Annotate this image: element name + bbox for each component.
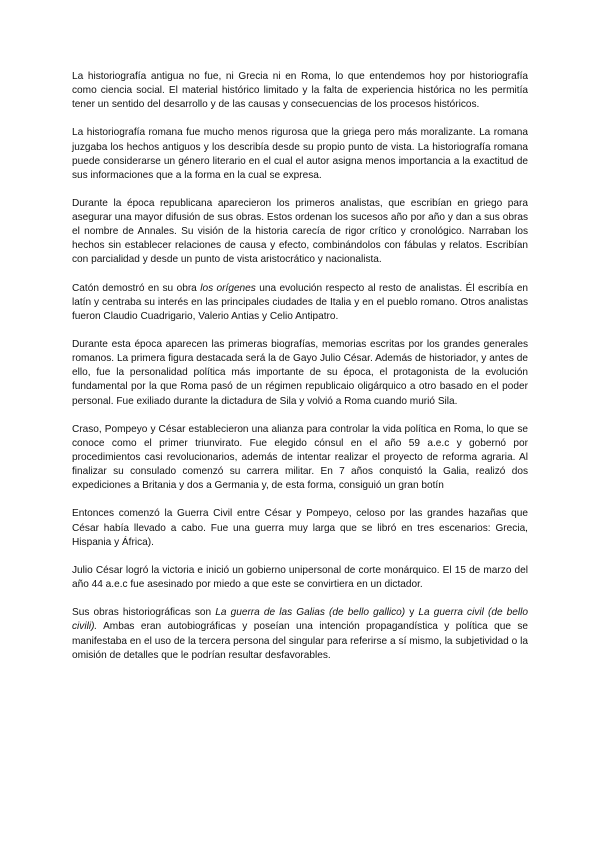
paragraph-triunvirato: Craso, Pompeyo y César establecieron una alianza para controlar la vida política en Roma, lo que se conoce como el primer triunvirato. Fue elegido cónsul en el año 59 a.e.c y gobernó por procedimientos casi revolucionarios, además de intentar realizar el proyecto de reforma agraria. Al finalizar su consulado comenzó su carrera militar. En 7 años conquistó la Galia, realizó dos expediciones a Britania y dos a Germania y, de esta forma, consiguió un gran botín	[72, 423, 528, 492]
paragraph-obras-text-middle: y	[405, 607, 419, 619]
paragraph-caton-text-start: Catón demostró en su obra	[72, 282, 201, 294]
paragraph-caton	[72, 282, 528, 324]
paragraph-obras-text-start: Sus obras historiográficas son	[72, 607, 216, 619]
work-title-los-origenes: los orígenes	[200, 282, 256, 294]
work-title-guerra-galias: La guerra de las Galias (de bello gallico)	[215, 607, 406, 619]
paragraph-obras-text-end: Ambas eran autobiográficas y poseían una intención propagandística y política que se manifestaba en el uso de la tercera persona del singular para referirse a sí mismo, la subjetividad o la omisión de detalles que le podrían resultar desfavorables.	[72, 621, 528, 661]
paragraph-obras-historiograficas	[72, 606, 528, 662]
paragraph-historiografia-romana: La historiografía romana fue mucho menos rigurosa que la griega pero más moralizante. La romana juzgaba los hechos antiguos y los describía desde su propio punto de vista. La historiografía romana puede considerarse un género literario en el cual el autor asigna menos importancia a la exactitud de sus informaciones que a la forma en la cual se expresa.	[72, 127, 528, 181]
paragraph-caton-text-end: una evolución respecto al resto de analistas. Él escribía en latín y centraba su interés en las principales ciudades de Italia y en el pueblo romano. Otros analistas fueron Claudio Cuadrigario, Valerio Antias y Celio Antipatro.	[72, 282, 528, 322]
paragraph-historiografia-antigua: La historiografía antigua no fue, ni Grecia ni en Roma, lo que entendemos hoy por historiografía como ciencia social. El material histórico limitado y la falta de experiencia histórica no les permitía tener un sentido del desarrollo y de las causas y consecuencias de los procesos históricos.	[72, 71, 528, 111]
document-body	[72, 70, 528, 663]
paragraph-gobierno-unipersonal: Julio César logró la victoria e inició un gobierno unipersonal de corte monárquico. El 15 de marzo del año 44 a.e.c fue asesinado por miedo a que este se convirtiera en un dictador.	[72, 564, 528, 591]
paragraph-epoca-republicana: Durante la época republicana aparecieron los primeros analistas, que escribían en griego para asegurar una mayor difusión de sus obras. Estos ordenan los sucesos año por año y dan a sus obras el nombre de Annales. Su visión de la historia carecía de rigor crítico y cronológico. Narraban los hechos sin establecer relaciones de causa y efecto, combinándolos con fábulas y relatos. Escribían con parcialidad y desde un punto de vista aristocrático y nacionalista.	[72, 198, 528, 266]
paragraph-guerra-civil: Entonces comenzó la Guerra Civil entre César y Pompeyo, celoso por las grandes hazañas que César había llevado a cabo. Fue una guerra muy larga que se libró en tres escenarios: Grecia, Hispania y África).	[72, 508, 528, 548]
work-title-guerra-civil: La guerra civil (de bello civili).	[72, 607, 529, 633]
paragraph-biografias: Durante esta época aparecen las primeras biografías, memorias escritas por los grandes generales romanos. La primera figura destacada será la de Gayo Julio César. Además de historiador, y antes de ello, fue la personalidad política más importante de su época, el protagonista de la evolución fundamental por la que Roma pasó de un régimen republicaio oligárquico a otro basado en el poder personal. Fue exiliado durante la dictadura de Sila y volvió a Roma cuando murió Sila.	[72, 339, 528, 407]
